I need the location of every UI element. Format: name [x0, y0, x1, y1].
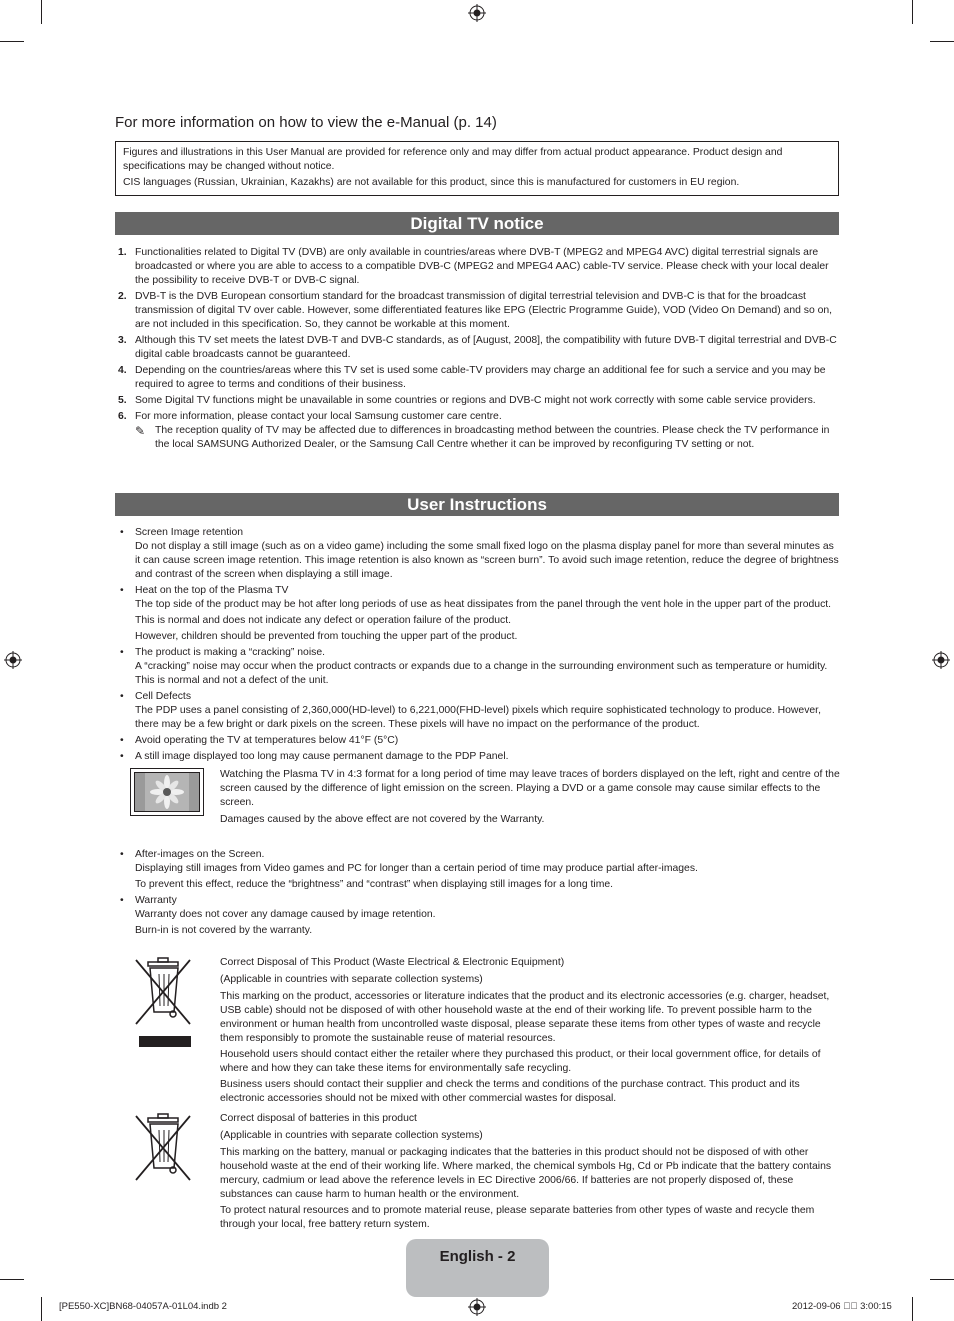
item-text: Although this TV set meets the latest DVB-T and DVB-C standards, as of [August, 2008], the compatibility with future DVB-T digital terrestrial and DVB-C digital cable broadcasts cannot be guaranteed.	[135, 335, 837, 360]
item-number: 1.	[118, 247, 127, 258]
crop-mark	[912, 0, 913, 24]
digital-tv-list	[115, 246, 839, 454]
item-text: This is normal and does not indicate any defect or operation failure of the product.	[135, 615, 512, 626]
registration-mark-icon	[468, 4, 486, 22]
item-heading: Screen Image retention	[135, 527, 244, 538]
item-text: A “cracking” noise may occur when the product contracts or expands due to a change in the surrounding environment such as temperature or humidity. This is normal and not a defect of the unit.	[135, 661, 828, 686]
item-text: DVB-T is the DVB European consortium standard for the broadcast transmission of digital terrestrial television and DVB-C is that for the broadcast transmission of digital TV over cable. However, some differentiated features like EPG (Electric Programme Guide), VOD (Video On Demand) and so on, are not included in this specification. So, they cannot be workable at this moment.	[135, 291, 833, 330]
list-item	[115, 526, 839, 582]
disclaimer-text: CIS languages (Russian, Ukrainian, Kazakhs) are not available for this product, since this is manufactured for customers in EU region.	[123, 177, 740, 188]
item-text: Burn-in is not covered by the warranty.	[135, 925, 313, 936]
bullet-icon: •	[120, 849, 124, 860]
item-text: To prevent this effect, reduce the “brightness” and “contrast” when displaying still images for a long time.	[135, 879, 614, 890]
item-number: 5.	[118, 395, 127, 406]
item-heading: The product is making a “cracking” noise.	[135, 647, 325, 658]
flower-screen-image	[130, 768, 204, 816]
disposal-text	[220, 1112, 839, 1234]
disposal-title: Correct disposal of batteries in this product	[220, 1113, 417, 1124]
item-heading: After-images on the Screen.	[135, 849, 265, 860]
registration-mark-icon	[4, 651, 22, 669]
crop-mark	[0, 1279, 24, 1280]
list-item	[115, 246, 839, 288]
item-text: Displaying still images from Video games and PC for longer than a certain period of time may produce partial after-images.	[135, 863, 698, 874]
item-number: 3.	[118, 335, 127, 346]
crop-mark	[0, 41, 24, 42]
list-item	[115, 690, 839, 732]
black-bar-marking	[139, 1036, 191, 1047]
disclaimer-text: Figures and illustrations in this User Manual are provided for reference only and may differ from actual product appearance. Product design and specifications may be changed without notice.	[123, 147, 783, 172]
item-heading: Cell Defects	[135, 691, 192, 702]
list-item	[115, 750, 839, 764]
bullet-icon: •	[120, 585, 124, 596]
item-text: For more information, please contact your local Samsung customer care centre.	[135, 411, 502, 422]
crossed-bin-icon	[132, 1112, 194, 1184]
item-heading: Avoid operating the TV at temperatures below 41°F (5°C)	[135, 735, 399, 746]
disclaimer-box	[115, 141, 839, 196]
item-heading: A still image displayed too long may cause permanent damage to the PDP Panel.	[135, 751, 509, 762]
disposal-paragraph: To protect natural resources and to promote material reuse, please separate batteries from other types of waste and recycle them through your local, free battery return system.	[220, 1205, 815, 1230]
disposal-subtitle: (Applicable in countries with separate collection systems)	[220, 1130, 483, 1141]
crop-mark	[41, 0, 42, 24]
section-header-user-instructions: User Instructions	[115, 493, 839, 516]
disposal-paragraph: This marking on the product, accessories or literature indicates that the product and its electronic accessories (e.g. charger, headset, USB cable) should not be disposed of with other household waste at the end of their working life. To prevent possible harm to the environment or human health from uncontrolled waste disposal, please separate these items from other types of waste and recycle them responsibly to promote the sustainable reuse of material resources.	[220, 991, 830, 1044]
item-text: Some Digital TV functions might be unavailable in some countries or regions and DVB-C might not work correctly with some cable service providers.	[135, 395, 816, 406]
item-heading: Warranty	[135, 895, 177, 906]
list-item	[115, 364, 839, 392]
list-item	[115, 410, 839, 452]
disposal-paragraph: Business users should contact their supplier and check the terms and conditions of the purchase contract. This product and its electronic accessories should not be mixed with other commercial wastes for disposal.	[220, 1079, 800, 1104]
bullet-icon: •	[120, 527, 124, 538]
bullet-icon: •	[120, 895, 124, 906]
page-number: English - 2	[439, 1248, 516, 1265]
flower-image-icon	[135, 773, 199, 811]
list-item	[115, 584, 839, 644]
still-image-example	[115, 768, 839, 834]
emanual-info-title: For more information on how to view the e-Manual (p. 14)	[115, 114, 497, 131]
disposal-text	[220, 956, 839, 1108]
item-text: Depending on the countries/areas where this TV set is used some cable-TV providers may charge an additional fee for such a service and you may be required to agree to terms and conditions of their business.	[135, 365, 826, 390]
list-item	[115, 734, 839, 748]
list-item	[115, 848, 839, 892]
bullet-icon: •	[120, 691, 124, 702]
item-number: 6.	[118, 411, 127, 422]
disposal-paragraph: Household users should contact either the retailer where they purchased this product, or their local government office, for details of where and how they can take these items for environmentally safe recycling.	[220, 1049, 821, 1074]
registration-mark-icon	[932, 651, 950, 669]
disposal-title: Correct Disposal of This Product (Waste Electrical & Electronic Equipment)	[220, 957, 565, 968]
pencil-note-icon: ✎	[135, 424, 146, 438]
registration-mark-icon	[468, 1298, 486, 1316]
list-item	[115, 334, 839, 362]
disposal-subtitle: (Applicable in countries with separate collection systems)	[220, 974, 483, 985]
item-text: The PDP uses a panel consisting of 2,360,000(HD-level) to 6,221,000(FHD-level) pixels which require sophisticated technology to produce. However, there may be a few bright or dark pixels on the screen. These pixels will have no impact on the performance of the product.	[135, 705, 821, 730]
item-text: Do not display a still image (such as on a video game) including the some small fixed logo on the plasma display panel for more than several minutes as it can cause screen image retention. This image retention is also known as “screen burn”. To avoid such image retention, reduce the degree of brightness and contrast of the screen when displaying a still image.	[135, 541, 839, 580]
page-number-tab	[406, 1239, 549, 1297]
item-text: The top side of the product may be hot after long periods of use as heat dissipates from the panel through the vent hole in the upper part of the product.	[135, 599, 832, 610]
crop-mark	[41, 1297, 42, 1321]
note	[135, 424, 839, 452]
bullet-icon: •	[120, 647, 124, 658]
crop-mark	[912, 1297, 913, 1321]
footer-file-name: [PE550-XC]BN68-04057A-01L04.indb 2	[59, 1301, 227, 1312]
item-text: Functionalities related to Digital TV (DVB) are only available in countries/areas where DVB-T (MPEG2 and MPEG4 AVC) digital terrestrial signals are broadcasted or where you are able to access to a compatible DVB-C (MPEG2 and MPEG4 AAC) cable-TV service. Please check with your local dealer the possibility to receive DVB-T or DVB-C signal.	[135, 247, 829, 286]
list-item	[115, 394, 839, 408]
item-text: Damages caused by the above effect are not covered by the Warranty.	[220, 814, 545, 825]
item-number: 4.	[118, 365, 127, 376]
disposal-paragraph: This marking on the battery, manual or packaging indicates that the batteries in this product should not be disposed of with other household waste at the end of their working life. Where marked, the chemical symbols Hg, Cd or Pb indicate that the battery contains mercury, cadmium or lead above the reference levels in EC Directive 2006/66. If batteries are not properly disposed of, these substances can cause harm to human health or the environment.	[220, 1147, 832, 1200]
note-text: The reception quality of TV may be affected due to differences in broadcasting method between the countries. Please check the TV performance in the local SAMSUNG Authorized Dealer, or the Samsung Call Centre whether it can be improved by reconfiguring TV setting or not.	[155, 425, 830, 450]
section-header-digital-tv: Digital TV notice	[115, 212, 839, 235]
user-instructions-list	[115, 526, 839, 940]
item-text: However, children should be prevented from touching the upper part of the product.	[135, 631, 518, 642]
item-heading: Heat on the top of the Plasma TV	[135, 585, 289, 596]
footer-timestamp: 2012-09-06    3:00:15	[792, 1301, 892, 1312]
list-item	[115, 290, 839, 332]
bullet-icon: •	[120, 751, 124, 762]
item-text: Watching the Plasma TV in 4:3 format for a long period of time may leave traces of borders displayed on the left, right and centre of the screen caused by the difference of light emission on the screen. Playing a DVD or a game console may cause similar effects to the screen.	[220, 769, 840, 808]
list-item	[115, 894, 839, 938]
item-number: 2.	[118, 291, 127, 302]
list-item	[115, 646, 839, 688]
bullet-icon: •	[120, 735, 124, 746]
crop-mark	[930, 1279, 954, 1280]
crossed-bin-icon	[132, 956, 194, 1028]
item-text: Warranty does not cover any damage caused by image retention.	[135, 909, 436, 920]
crop-mark	[930, 41, 954, 42]
still-image-detail	[220, 768, 840, 830]
